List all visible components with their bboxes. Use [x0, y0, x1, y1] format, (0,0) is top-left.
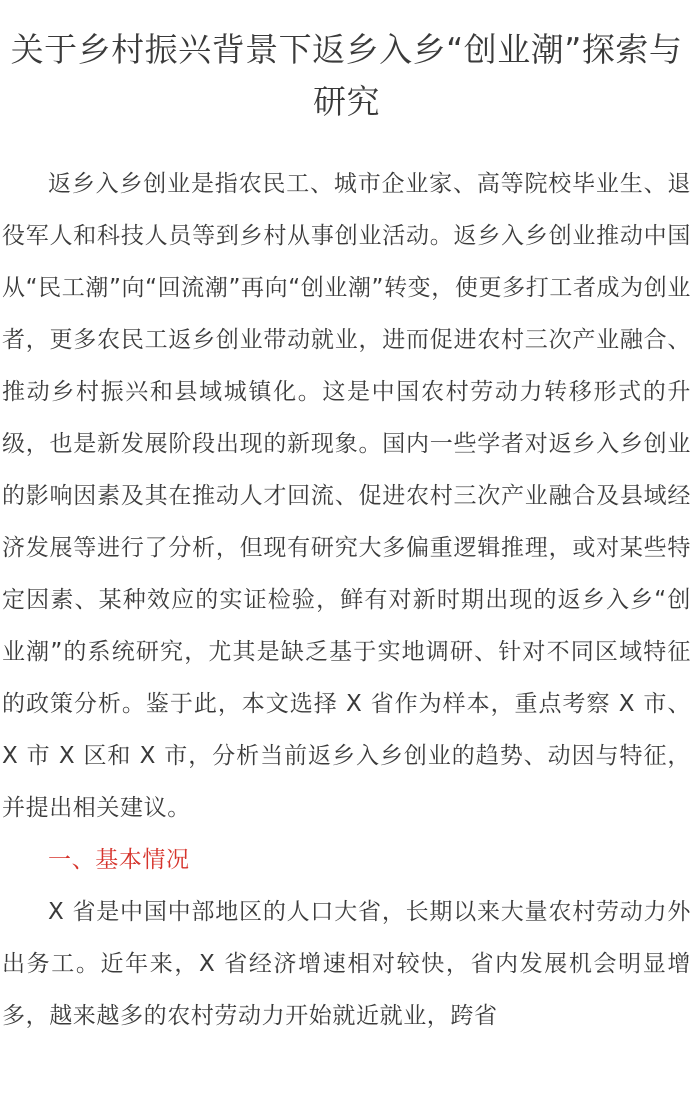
- article-body: [0, 158, 693, 1042]
- section-paragraph: X 省是中国中部地区的人口大省，长期以来大量农村劳动力外出务工。近年来，X 省经济增速相对较快，省内发展机会明显增多，越来越多的农村劳动力开始就近就业，跨省: [2, 899, 691, 1029]
- section-heading: 一、基本情况: [48, 847, 190, 873]
- intro-paragraph: 返乡入乡创业是指农民工、城市企业家、高等院校毕业生、退役军人和科技人员等到乡村从事创业活动。返乡入乡创业推动中国从“民工潮”向“回流潮”再向“创业潮”转变，使更多打工者成为创业者，更多农民工返乡创业带动就业，进而促进农村三次产业融合、推动乡村振兴和县域城镇化。这是中国农村劳动力转移形式的升级，也是新发展阶段出现的新现象。国内一些学者对返乡入乡创业的影响因素及其在推动人才回流、促进农村三次产业融合及县域经济发展等进行了分析，但现有研究大多偏重逻辑推理，或对某些特定因素、某种效应的实证检验，鲜有对新时期出现的返乡入乡“创业潮”的系统研究，尤其是缺乏基于实地调研、针对不同区域特征的政策分析。鉴于此，本文选择 X 省作为样本，重点考察 X 市、X 市 X 区和 X 市，分析当前返乡入乡创业的趋势、动因与特征，并提出相关建议。: [2, 171, 691, 821]
- article-title: 关于乡村振兴背景下返乡入乡“创业潮”探索与研究: [10, 30, 683, 121]
